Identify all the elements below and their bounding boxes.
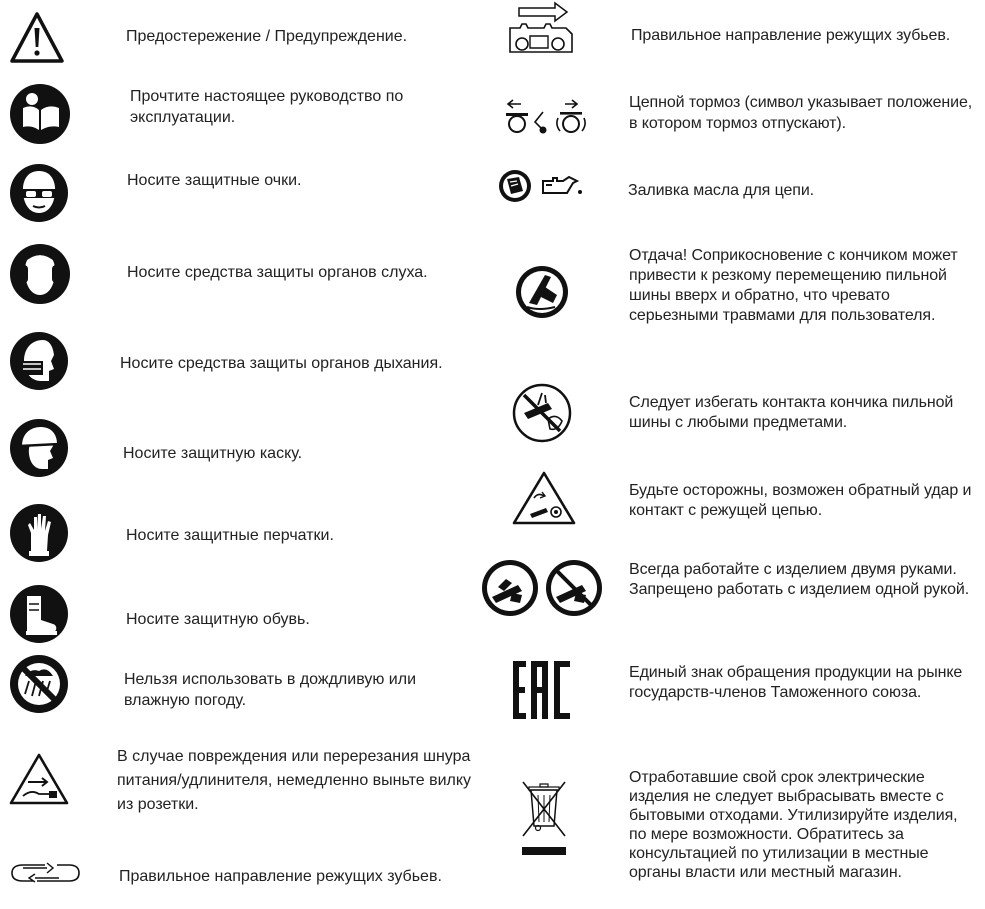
chain-loop-direction-icon <box>9 862 89 884</box>
helmet-icon <box>9 418 69 478</box>
caption-no-rain: Нельзя использовать в дождливую или влажную погоду. <box>124 671 417 709</box>
caption-chain-loop: Правильное направление режущих зубьев. <box>119 868 442 885</box>
ear-protection-icon <box>9 243 71 305</box>
eac-mark-icon <box>512 660 572 720</box>
caption-read-manual: Прочтите настоящее руководство по эксплуатации. <box>130 88 404 126</box>
caption-chain-brake: Цепной тормоз (символ указывает положение, в котором тормоз отпускают). <box>629 94 973 132</box>
no-tip-contact-icon <box>512 383 572 443</box>
two-hands-icon <box>480 557 608 619</box>
caption-respirator: Носите средства защиты органов дыхания. <box>120 355 443 372</box>
respirator-icon <box>9 331 69 391</box>
caption-safety-boots: Носите защитную обувь. <box>126 611 310 628</box>
caption-chain-teeth: Правильное направление режущих зубьев. <box>631 27 951 44</box>
caption-warning: Предостережение / Предупреждение. <box>126 28 408 45</box>
kickback-warning-icon <box>512 470 576 526</box>
caption-helmet: Носите защитную каску. <box>123 445 303 462</box>
caption-weee: Отработавшие свой срок электрические изделия не следует выбрасывать вместе с бытовыми отходами. Утилизируйте изделия, по мере возможности. Обратитесь за консультацией по утилизации в местные органы власти или местный магазин. <box>629 769 958 881</box>
weee-bin-icon <box>520 780 568 858</box>
caption-ear-protection: Носите средства защиты органов слуха. <box>127 264 428 281</box>
caption-two-hands: Всегда работайте с изделием двумя руками. Запрещено работать с изделием одной рукой. <box>629 561 970 598</box>
caption-eac: Единый знак обращения продукции на рынке государств-членов Таможенного союза. <box>629 664 963 701</box>
caption-no-tip-contact: Следует избегать контакта кончика пильной шины с любыми предметами. <box>629 394 954 431</box>
warning-triangle-icon <box>8 9 66 67</box>
safety-glasses-icon <box>9 163 69 223</box>
safety-boots-icon <box>9 584 69 644</box>
no-rain-icon <box>9 654 69 714</box>
caption-unplug: В случае повреждения или перерезания шнура питания/удлинителя, немедленно выньте вилку из розетки. <box>117 748 472 813</box>
chain-oil-icon <box>497 169 609 203</box>
caption-kickback: Отдача! Соприкосновение с кончиком может привести к резкому перемещению пильной шины вверх и обратно, что чревато серьезными травмами для пользователя. <box>629 247 958 324</box>
kickback-icon <box>515 263 569 321</box>
gloves-icon <box>9 503 69 563</box>
unplug-warning-icon <box>9 753 69 805</box>
caption-kickback-warning: Будьте осторожны, возможен обратный удар и контакт с режущей цепью. <box>629 482 972 519</box>
read-manual-icon <box>9 83 71 145</box>
caption-chain-oil: Заливка масла для цепи. <box>628 182 815 199</box>
caption-gloves: Носите защитные перчатки. <box>126 527 334 544</box>
chain-brake-icon <box>505 98 603 134</box>
chain-teeth-direction-icon <box>500 0 590 58</box>
caption-safety-glasses: Носите защитные очки. <box>127 172 302 189</box>
